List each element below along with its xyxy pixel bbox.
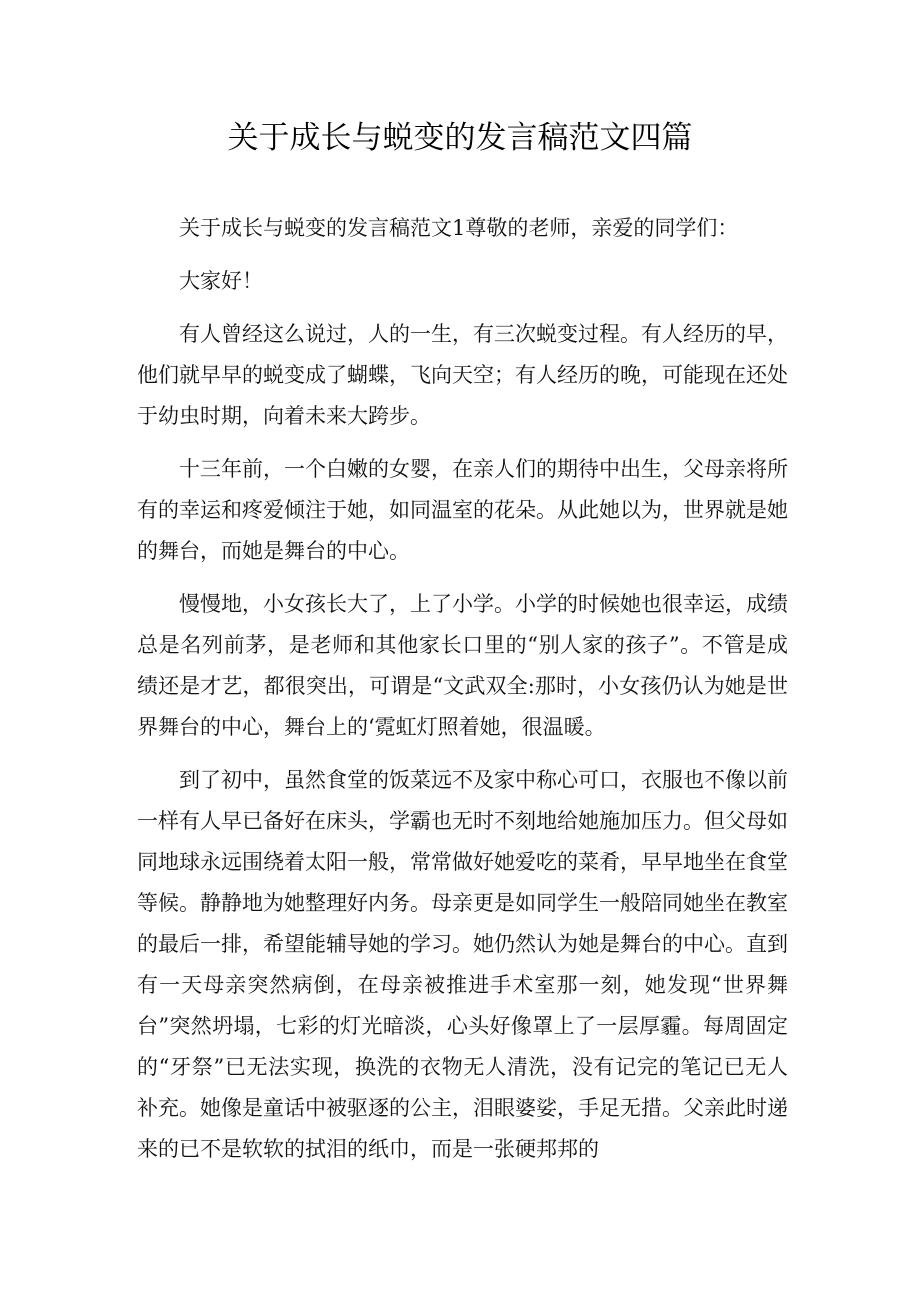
document-body [137,208,788,1182]
paragraph-primary-school: 慢慢地，小女孩长大了，上了小学。小学的时候她也很幸运，成绩总是名列前茅，是老师和其他家长口里的“别人家的孩子”。不管是成绩还是才艺，都很突出，可谓是“文武双全:那时，小女孩仍认为她是世界舞台的中心，舞台上的‘霓虹灯照着她，很温暖。 [137,592,788,739]
paragraph-three-transformations: 有人曾经这么说过，人的一生，有三次蜕变过程。有人经历的早，他们就早早的蜕变成了蝴蝶，飞向天空；有人经历的晚，可能现在还处于幼虫时期，向着未来大跨步。 [137,322,788,428]
paragraph-birth: 十三年前，一个白嫩的女婴，在亲人们的期待中出生，父母亲将所有的幸运和疼爱倾注于她，如同温室的花朵。从此她以为，世界就是她的舞台，而她是舞台的中心。 [137,457,788,563]
paragraph-hello: 大家好！ [179,269,263,293]
document-title: 关于成长与蜕变的发言稿范文四篇 [227,120,693,156]
paragraph-greeting-line: 关于成长与蜕变的发言稿范文1尊敬的老师，亲爱的同学们： [179,216,739,240]
paragraph-middle-school: 到了初中，虽然食堂的饭菜远不及家中称心可口，衣服也不像以前一样有人早已备好在床头，学霸也无时不刻地给她施加压力。但父母如同地球永远围绕着太阳一般，常常做好她爱吃的菜肴，早早地坐在食堂等候。静静地为她整理好内务。母亲更是如同学生一般陪同她坐在教室的最后一排，希望能辅导她的学习。她仍然认为她是舞台的中心。直到有一天母亲突然病倒，在母亲被推进手术室那一刻，她发现“世界舞台”突然坍塌，七彩的灯光暗淡，心头好像罩上了一层厚霾。每周固定的“牙祭”已无法实现，换洗的衣物无人清洗，没有记完的笔记已无人补充。她像是童话中被驱逐的公主，泪眼婆娑，手足无措。父亲此时递来的已不是软软的拭泪的纸巾，而是一张硬邦邦的 [137,768,788,1161]
